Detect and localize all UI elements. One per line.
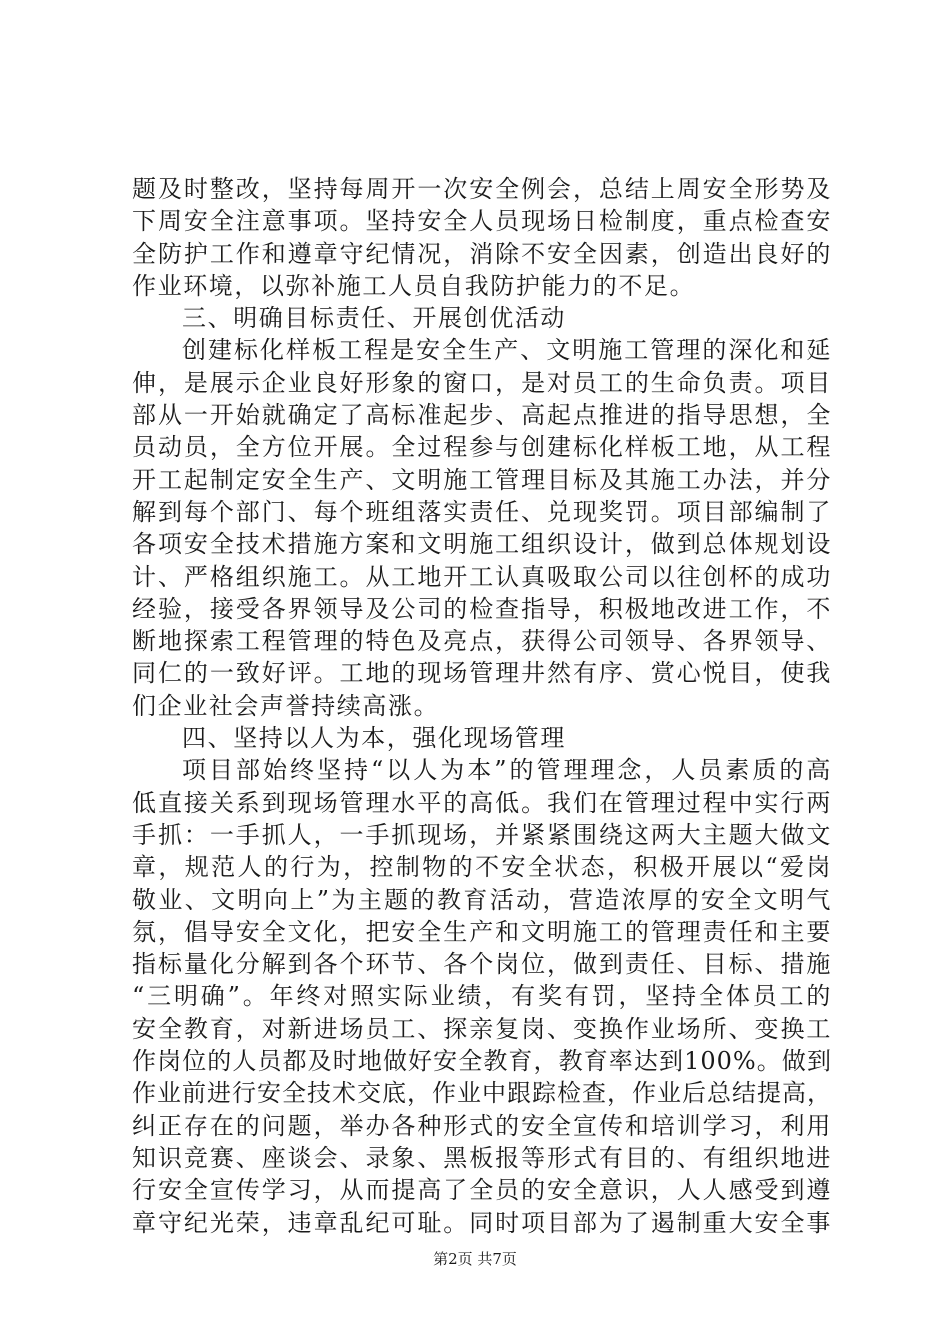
section-heading: 四、坚持以人为本，强化现场管理 — [182, 724, 566, 753]
text-line: 敬业、文明向上”为主题的教育活动，营造浓厚的安全文明气 — [132, 885, 832, 914]
text-line: 手抓：一手抓人，一手抓现场，并紧紧围绕这两大主题大做文 — [132, 820, 832, 849]
text-line: 全防护工作和遵章守纪情况，消除不安全因素，创造出良好的 — [132, 239, 832, 268]
text-line: 章，规范人的行为，控制物的不安全状态，积极开展以“爱岗 — [132, 853, 832, 882]
text-line: 题及时整改，坚持每周开一次安全例会，总结上周安全形势及 — [132, 175, 832, 203]
text-line: 伸，是展示企业良好形象的窗口，是对员工的生命负责。项目 — [132, 368, 832, 397]
text-line: 低直接关系到现场管理水平的高低。我们在管理过程中实行两 — [132, 788, 832, 817]
text-line: 纠正存在的问题，举办各种形式的安全宣传和培训学习，利用 — [132, 1111, 832, 1140]
text-line: 计、严格组织施工。从工地开工认真吸取公司以往创杯的成功 — [132, 562, 832, 591]
text-line: 项目部始终坚持“以人为本”的管理理念，人员素质的高 — [182, 756, 832, 785]
text-line: 作岗位的人员都及时地做好安全教育，教育率达到100%。做到 — [132, 1047, 832, 1076]
text-line: 氛，倡导安全文化，把安全生产和文明施工的管理责任和主要 — [132, 917, 832, 946]
text-line: 指标量化分解到各个环节、各个岗位，做到责任、目标、措施 — [132, 950, 832, 979]
page-footer — [0, 1248, 950, 1269]
text-line: 安全教育，对新进场员工、探亲复岗、变换作业场所、变换工 — [132, 1014, 832, 1043]
text-line: 作业前进行安全技术交底，作业中跟踪检查，作业后总结提高， — [132, 1079, 832, 1108]
text-line: 断地探索工程管理的特色及亮点，获得公司领导、各界领导、 — [132, 627, 832, 656]
document-body — [132, 173, 832, 1239]
text-line: 各项安全技术措施方案和文明施工组织设计，做到总体规划设 — [132, 530, 832, 559]
text-line: 经验，接受各界领导及公司的检查指导，积极地改进工作，不 — [132, 594, 832, 623]
text-line: “三明确”。年终对照实际业绩，有奖有罚，坚持全体员工的 — [132, 982, 832, 1011]
text-line: 们企业社会声誉持续高涨。 — [132, 691, 440, 720]
text-line: 下周安全注意事项。坚持安全人员现场日检制度，重点检查安 — [132, 207, 832, 236]
section-heading: 三、明确目标责任、开展创优活动 — [182, 304, 566, 333]
section-heading-3 — [132, 302, 832, 334]
text-line: 作业环境，以弥补施工人员自我防护能力的不足。 — [132, 271, 696, 300]
paragraph-continuation — [132, 173, 832, 302]
text-line: 同仁的一致好评。工地的现场管理井然有序、赏心悦目，使我 — [132, 659, 832, 688]
text-line: 员动员，全方位开展。全过程参与创建标化样板工地，从工程 — [132, 433, 832, 462]
text-line: 知识竞赛、座谈会、录象、黑板报等形式有目的、有组织地进 — [132, 1143, 832, 1172]
text-line: 行安全宣传学习，从而提高了全员的安全意识，人人感受到遵 — [132, 1176, 832, 1205]
text-line: 解到每个部门、每个班组落实责任、兑现奖罚。项目部编制了 — [132, 497, 832, 526]
paragraph-section-3 — [132, 334, 832, 722]
section-heading-4 — [132, 722, 832, 754]
text-line: 开工起制定安全生产、文明施工管理目标及其施工办法，并分 — [132, 465, 832, 494]
text-line: 章守纪光荣，违章乱纪可耻。同时项目部为了遏制重大安全事 — [132, 1208, 832, 1237]
paragraph-section-4 — [132, 754, 832, 1238]
text-line: 创建标化样板工程是安全生产、文明施工管理的深化和延 — [182, 336, 832, 365]
text-line: 部从一开始就确定了高标准起步、高起点推进的指导思想，全 — [132, 401, 832, 430]
page-number-label: 第2页 共7页 — [433, 1250, 517, 1268]
